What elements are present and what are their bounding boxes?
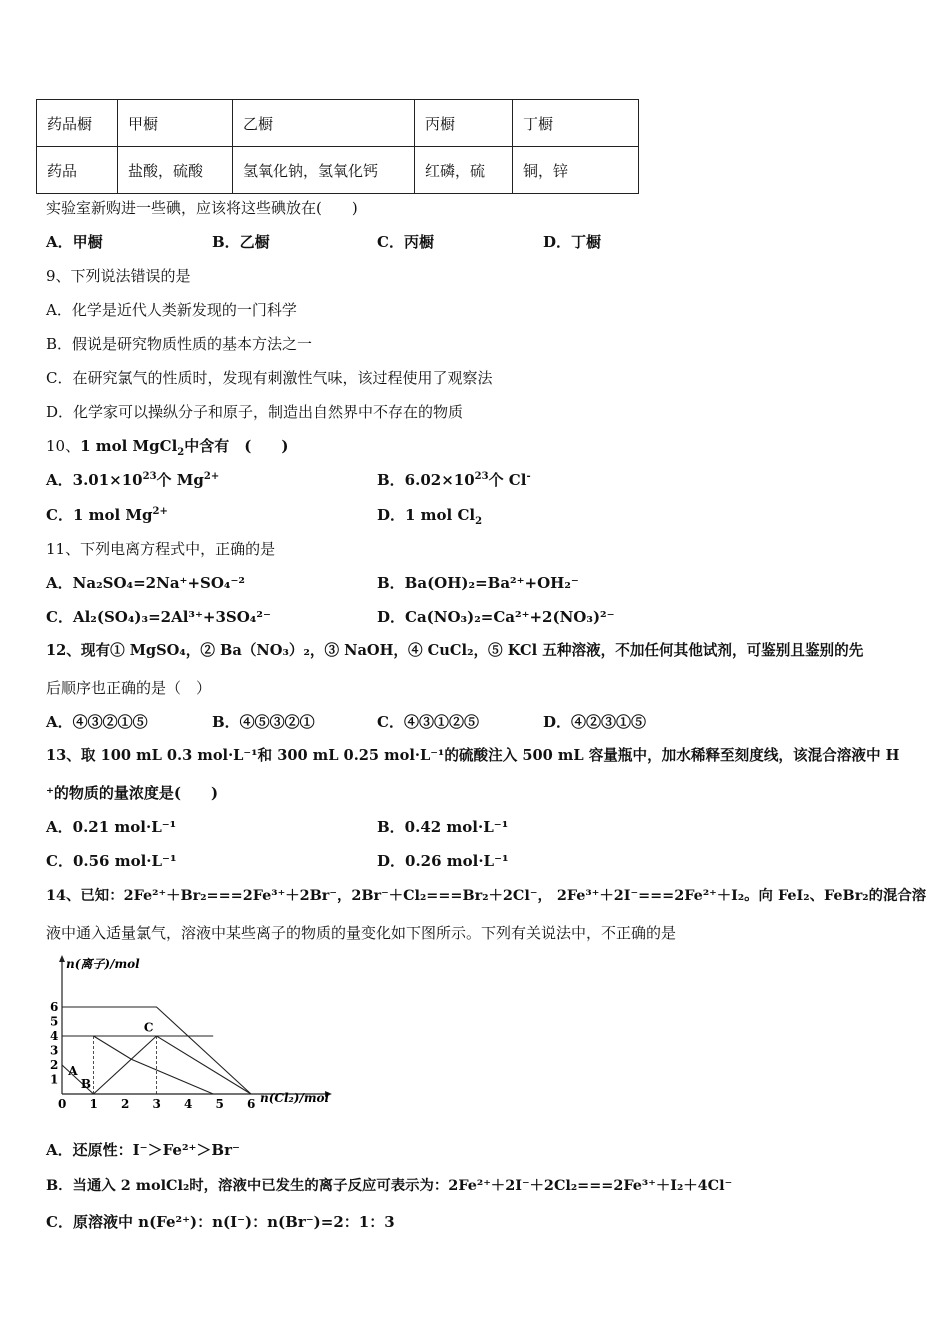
y-tick-label: 5: [50, 1014, 59, 1029]
question-12-stem-line2: 后顺序也正确的是（ ）: [46, 679, 212, 697]
table-cell: 甲橱: [118, 100, 233, 147]
q14-option-c: C．原溶液中 n(Fe²⁺)：n(I⁻)：n(Br⁻)=2：1：3: [46, 1213, 395, 1231]
table-cell: 氢氧化钠，氢氧化钙: [233, 147, 415, 194]
table-cell: 盐酸，硫酸: [118, 147, 233, 194]
question-9-stem: 9、下列说法错误的是: [46, 267, 191, 285]
series-line-line-hump: [94, 1036, 214, 1094]
q9-option-c: C．在研究氯气的性质时，发现有刺激性气味，该过程使用了观察法: [46, 369, 493, 387]
question-13-stem-line2: ⁺的物质的量浓度是( ): [46, 784, 219, 802]
x-tick-label: 4: [184, 1097, 193, 1111]
q12-option-b: B．④⑤③②①: [212, 713, 315, 731]
y-tick-label: 3: [50, 1043, 59, 1058]
q14-option-b: B．当通入 2 molCl₂时，溶液中已发生的离子反应可表示为：2Fe²⁺＋2I⁻＋2Cl₂===2Fe³⁺＋I₂＋4Cl⁻: [46, 1177, 733, 1194]
x-axis-label: n(Cl₂)/mol: [260, 1091, 330, 1105]
table-cell: 药品: [37, 147, 118, 194]
table-header-row: [37, 100, 639, 147]
table-cell: 丁橱: [513, 100, 639, 147]
q11-option-a: A．Na₂SO₄=2Na⁺+SO₄⁻²: [46, 574, 245, 592]
question-12-stem-line1: 12、现有① MgSO₄，② Ba（NO₃）₂，③ NaOH，④ CuCl₂，⑤ KCl 五种溶液，不加任何其他试剂，可鉴别且鉴别的先: [46, 642, 864, 659]
x-tick-label: 0: [58, 1097, 67, 1111]
table-row: [37, 147, 639, 194]
q8-option-a: A．甲橱: [46, 233, 103, 251]
question-14-stem-line1: 14、已知：2Fe²⁺＋Br₂===2Fe³⁺＋2Br⁻，2Br⁻＋Cl₂===Br₂＋2Cl⁻， 2Fe³⁺＋2I⁻===2Fe²⁺＋I₂。向 FeI₂、FeBr₂的混合溶: [46, 887, 927, 904]
q9-option-b: B．假说是研究物质性质的基本方法之一: [46, 335, 313, 353]
q9-option-d: D．化学家可以操纵分子和原子，制造出自然界中不存在的物质: [46, 403, 464, 421]
question-8-stem: 实验室新购进一些碘，应该将这些碘放在( ): [46, 199, 358, 217]
q10-option-b: B．$6.02\times 10^{23}$个 Cl-: [377, 471, 531, 489]
q12-option-c: C．④③①②⑤: [377, 713, 479, 731]
x-tick-label: 6: [247, 1097, 256, 1111]
table-cell: 铜，锌: [513, 147, 639, 194]
point-label-A: A: [68, 1064, 78, 1079]
q10-option-d: D．1 mol $Cl_2$: [377, 506, 483, 527]
x-tick-label: 1: [89, 1097, 98, 1111]
medicine-cabinet-table: [36, 99, 639, 194]
table-cell: 丙橱: [415, 100, 513, 147]
q10-option-c: C．1 mol $Mg^{2+}$: [46, 506, 168, 524]
y-tick-label: 4: [50, 1029, 59, 1043]
q11-option-c: C．Al₂(SO₄)₃=2Al³⁺+3SO₄²⁻: [46, 608, 271, 626]
ion-amount-chart: [40, 952, 340, 1112]
point-label-B: B: [80, 1077, 92, 1092]
q12-option-a: A．④③②①⑤: [46, 713, 148, 731]
q13-option-a: A．0.21 mol·L⁻¹: [46, 818, 177, 836]
x-tick-label: 3: [152, 1097, 161, 1111]
q12-option-d: D．④②③①⑤: [543, 713, 647, 731]
question-10-stem: 10、1 mol MgCl$_2$中含有 ( ): [46, 437, 289, 458]
q11-option-b: B．Ba(OH)₂=Ba²⁺+OH₂⁻: [377, 574, 579, 592]
q14-option-a: A．还原性：I⁻＞Fe²⁺＞Br⁻: [46, 1141, 240, 1159]
x-tick-label: 5: [215, 1097, 224, 1111]
series-line-C: [94, 1036, 252, 1094]
y-tick-label: 2: [50, 1058, 59, 1072]
q13-option-c: C．0.56 mol·L⁻¹: [46, 852, 177, 870]
q9-option-a: A．化学是近代人类新发现的一门科学: [46, 301, 297, 319]
q8-option-d: D．丁橱: [543, 233, 602, 251]
y-tick-label: 6: [50, 1000, 59, 1014]
y-tick-label: 1: [50, 1072, 59, 1087]
table-cell: 药品橱: [37, 100, 118, 147]
point-label-C: C: [143, 1020, 154, 1035]
q10-option-a: A．$3.01\times 10^{23}$个 $Mg^{2+}$: [46, 471, 220, 489]
table-cell: 红磷，硫: [415, 147, 513, 194]
q8-option-b: B．乙橱: [212, 233, 270, 251]
question-14-stem-line2: 液中通入适量氯气，溶液中某些离子的物质的量变化如下图所示。下列有关说法中，不正确的是: [46, 924, 677, 942]
series-line-B: [94, 1036, 157, 1094]
q13-option-d: D．0.26 mol·L⁻¹: [377, 852, 509, 870]
q13-option-b: B．0.42 mol·L⁻¹: [377, 818, 509, 836]
q11-option-d: D．Ca(NO₃)₂=Ca²⁺+2(NO₃)²⁻: [377, 608, 615, 626]
y-axis-arrow: [59, 955, 65, 962]
table-cell: 乙橱: [233, 100, 415, 147]
q8-option-c: C．丙橱: [377, 233, 434, 251]
y-axis-label: n(离子)/mol: [66, 957, 140, 971]
question-11-stem: 11、下列电离方程式中，正确的是: [46, 540, 276, 558]
question-13-stem-line1: 13、取 100 mL 0.3 mol·L⁻¹和 300 mL 0.25 mol·L⁻¹的硫酸注入 500 mL 容量瓶中，加水稀释至刻度线，该混合溶液中 H: [46, 747, 900, 764]
x-tick-label: 2: [121, 1097, 130, 1111]
chart-axes: [59, 955, 332, 1097]
